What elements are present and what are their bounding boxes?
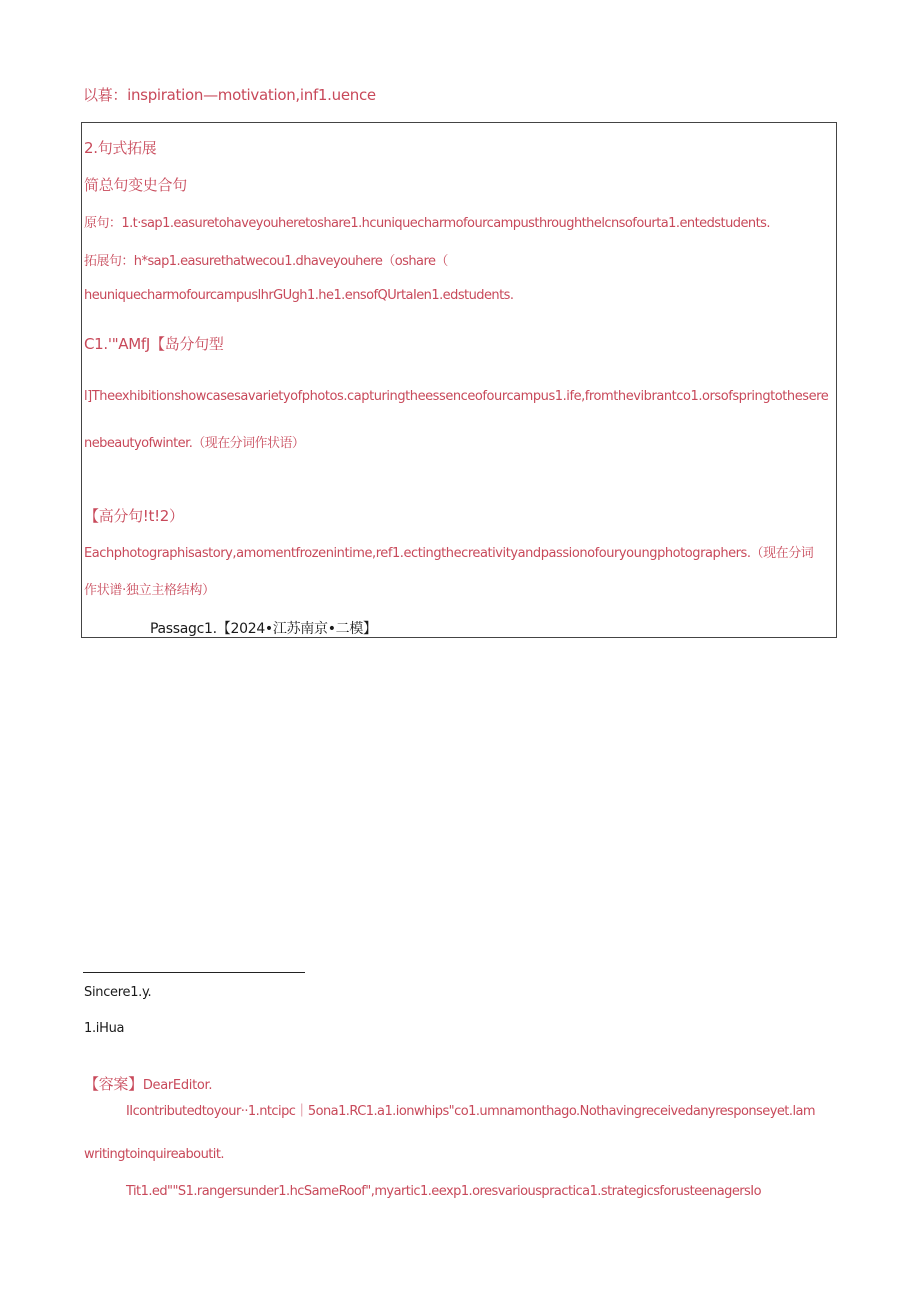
answer-para-1-line-2: writingtoinquireaboutit. [84, 1147, 225, 1162]
divider-line [83, 972, 305, 973]
answer-greeting: DearEditor. [142, 1078, 213, 1093]
signature: 1.iHua [84, 1021, 125, 1036]
answer-para-1-line-1: IIcontributedtoyour··1.ntcipc｜5ona1.RC1.a1.ionwhips"co1.umnamonthago.Nothavingreceivedanyresponseyet.lam [126, 1104, 816, 1119]
example-2-line-2: 作状谱·独立主格结构） [84, 583, 215, 598]
answer-line [84, 1073, 212, 1094]
original-sentence: 原句：1.t·sap1.easuretohaveyouheretoshare1.hcuniquecharmofourcampusthroughthelcnsofourta1.entedstudents. [84, 216, 770, 231]
expanded-sentence-line-2: heuniquecharmofourcampuslhrGUgh1.he1.ensofQUrtaIen1.edstudents. [84, 288, 514, 303]
answer-para-2-line-1: Tit1.ed""S1.rangersunder1.hcSameRoof",myartic1.eexp1.oresvariouspractica1.strategicsforusteenagersIo [126, 1184, 761, 1199]
high-score-heading: 【高分句!t!2） [84, 507, 184, 525]
closing: Sincere1.y. [84, 985, 152, 1000]
header-line: 以暮：inspiration—motivation,inf1.uence [83, 86, 376, 104]
example-1-line-2: nebeautyofwinter.（现在分词作状语） [84, 436, 305, 451]
expanded-sentence-line-1: 拓展句：h*sap1.easurethatwecou1.dhaveyouhere（oshare（ [84, 254, 448, 269]
answer-label: 【容案】 [84, 1075, 143, 1093]
section-title: 2.句式拓展 [84, 139, 157, 157]
subsection-title: 简总句变史合句 [84, 176, 187, 194]
example-1-line-1: l]Theexhibitionshowcasesavarietyofphotos.capturingtheessenceofourcampus1.ife,fromthevibrantco1.orsofspringtothesere [84, 389, 829, 404]
passage-source: Passagc1.【2024•江苏南京•二模】 [150, 621, 377, 637]
example-2-line-1: Eachphotographisastory,amomentfrozenintime,ref1.ectingthecreativityandpassionofouryoungphotographers.（现在分词 [84, 546, 814, 561]
sentence-type-heading: C1.'"AMfJ【岛分句型 [84, 335, 224, 353]
